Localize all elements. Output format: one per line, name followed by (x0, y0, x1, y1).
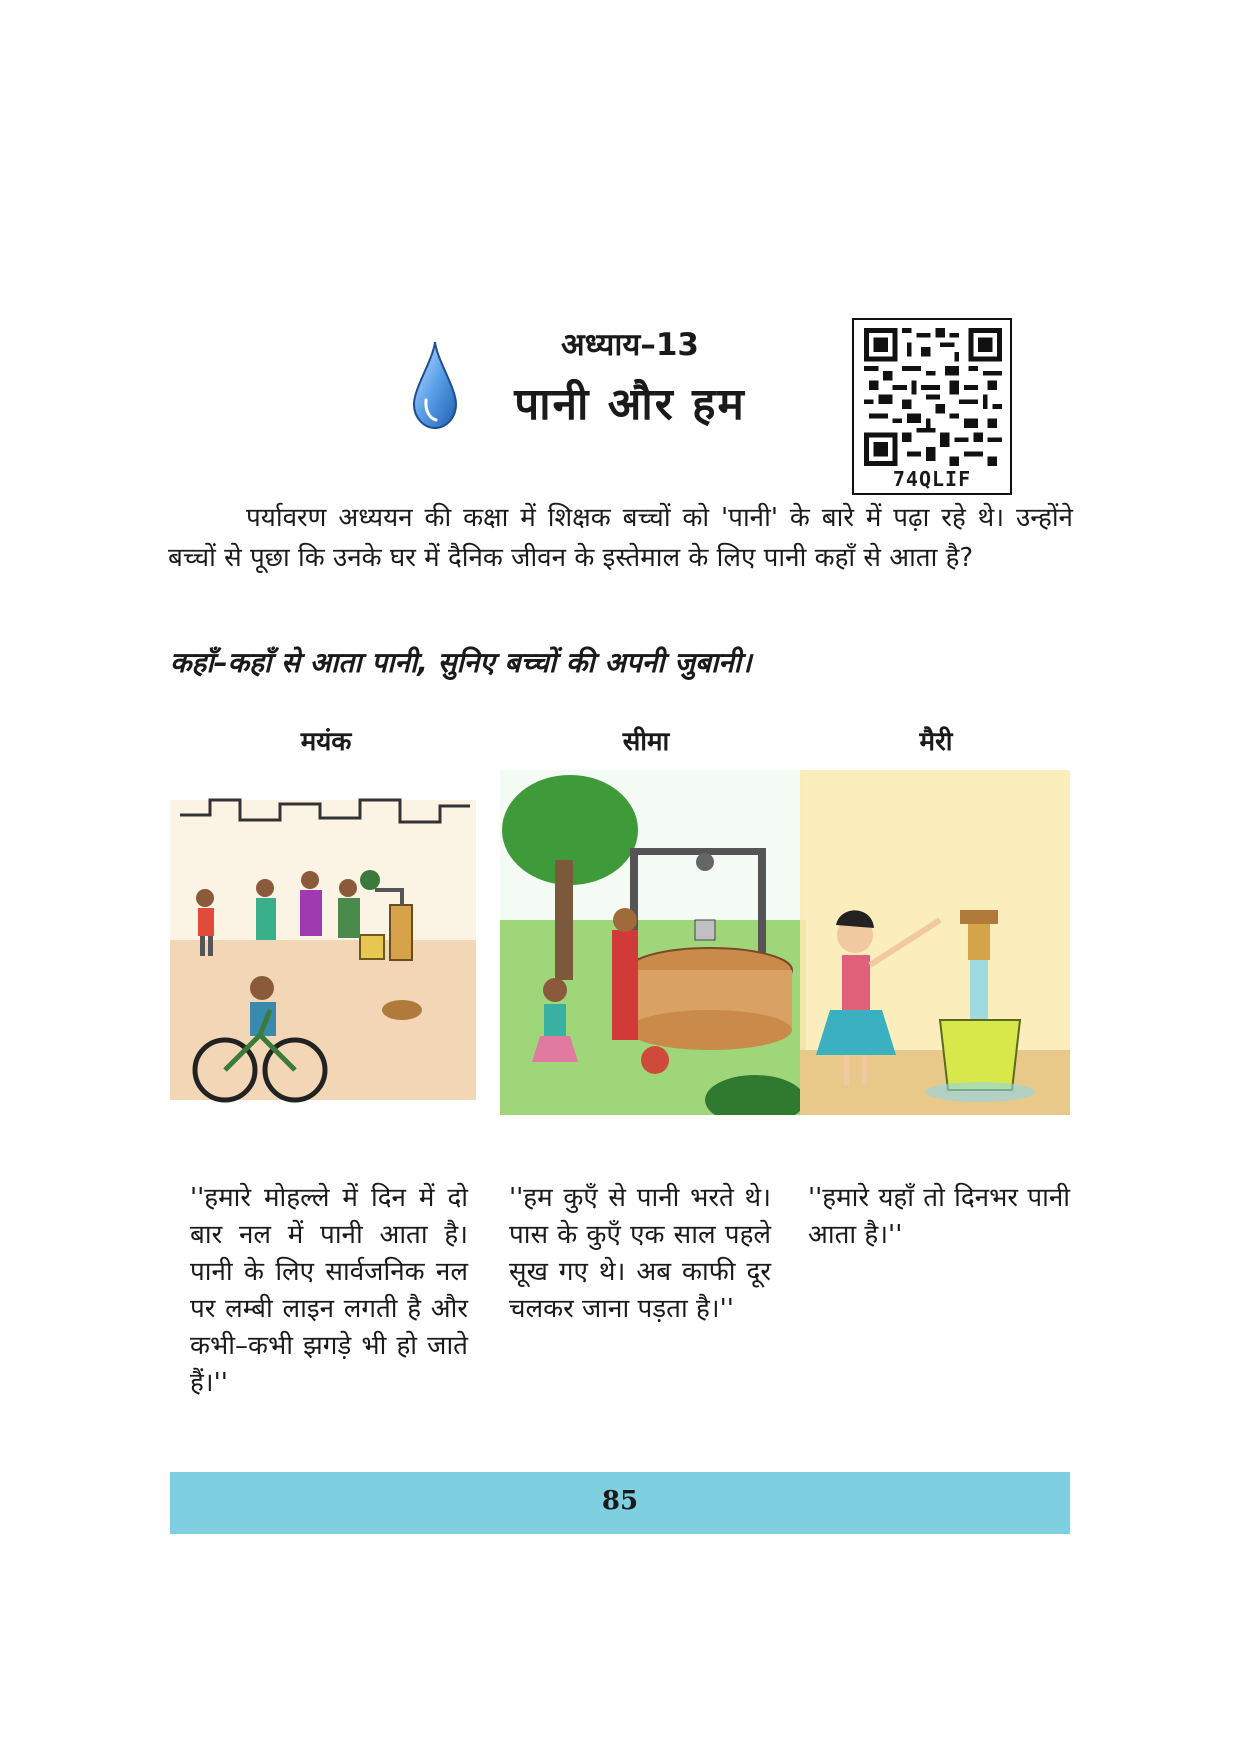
illustration-well (500, 770, 806, 1115)
chapter-title: पानी और हम (514, 379, 746, 430)
page-number: 85 (601, 1486, 639, 1516)
illustration-home-tap (800, 770, 1106, 1115)
name-seema: सीमा (622, 727, 670, 757)
quote-seema: ''हम कुएँ से पानी भरते थे। पास के कुएँ एक साल पहले सूख गए थे। अब काफी दूर चलकर जाना पड़ता है।'' (509, 1183, 771, 1324)
illustration-public-tap (170, 770, 476, 1115)
qr-code-icon (864, 328, 1002, 466)
water-drop-icon (412, 340, 458, 430)
footer-band (170, 1472, 1070, 1534)
qr-code[interactable] (852, 318, 1012, 495)
highlight-line: कहाँ–कहाँ से आता पानी, सुनिए बच्चों की अपनी जुबानी। (170, 646, 752, 679)
intro-paragraph: पर्यावरण अध्ययन की कक्षा में शिक्षक बच्चों को 'पानी' के बारे में पढ़ा रहे थे। उन्होंने बच्चों से पूछा कि उनके घर में दैनिक जीवन के इस्तेमाल के लिए पानी कहाँ से आता है? (168, 503, 1073, 573)
chapter-number: अध्याय–13 (561, 327, 699, 363)
quote-mayank: ''हमारे मोहल्ले में दिन में दो बार नल में पानी आता है। पानी के लिए सार्वजनिक नल पर लम्बी लाइन लगती है और कभी–कभी झगड़े भी हो जाते हैं।'' (190, 1183, 468, 1398)
qr-code-text: 74QLIF (892, 467, 972, 491)
quote-mary: ''हमारे यहाँ तो दिनभर पानी आता है।'' (808, 1183, 1070, 1250)
name-mayank: मयंक (300, 727, 352, 757)
name-mary: मैरी (919, 727, 953, 757)
